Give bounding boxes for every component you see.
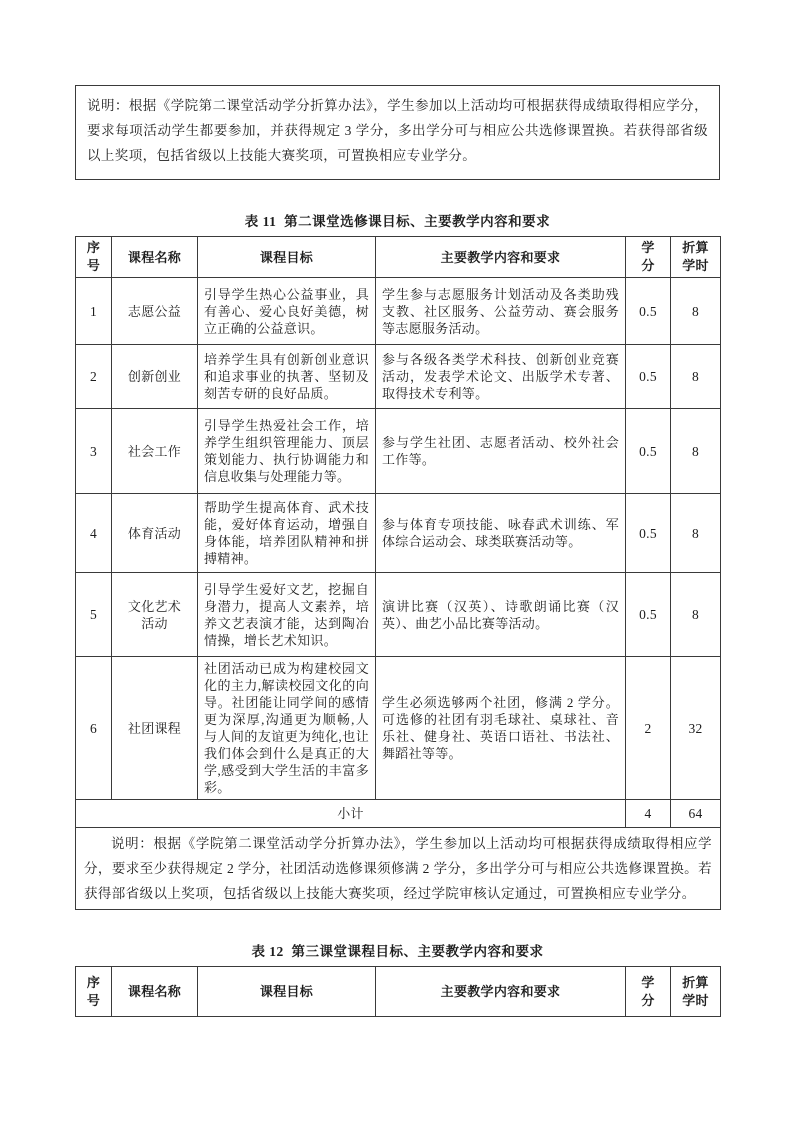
subtotal-credits: 4 [626, 800, 671, 828]
cell-objective: 帮助学生提高体育、武术技能，爱好体育运动，增强自身体能，培养团队精神和拼搏精神。 [198, 494, 376, 573]
cell-hours: 8 [671, 345, 721, 409]
cell-course-name: 体育活动 [112, 494, 198, 573]
table-row [76, 409, 721, 494]
cell-objective: 引导学生热爱社会工作，培养学生组织管理能力、顶层策划能力、执行协调能力和信息收集与处理能力等。 [198, 409, 376, 494]
header-hours-label: 折算学时 [682, 974, 709, 1008]
cell-credits: 0.5 [626, 278, 671, 345]
cell-seq: 6 [76, 657, 112, 800]
cell-content: 演讲比赛（汉英）、诗歌朗诵比赛（汉英）、曲艺小品比赛等活动。 [376, 573, 626, 657]
cell-seq: 4 [76, 494, 112, 573]
table-row [76, 573, 721, 657]
cell-seq: 3 [76, 409, 112, 494]
cell-course-name: 社会工作 [112, 409, 198, 494]
header-content: 主要教学内容和要求 [376, 967, 626, 1017]
header-seq-label: 序号 [86, 240, 101, 273]
header-seq [76, 237, 112, 278]
table-row [76, 345, 721, 409]
header-objective: 课程目标 [198, 967, 376, 1017]
cell-credits: 2 [626, 657, 671, 800]
header-hours [671, 237, 721, 278]
cell-objective: 引导学生爱好文艺，挖掘自身潜力，提高人文素养，培养文艺表演才能，达到陶冶情操，增长艺术知识。 [198, 573, 376, 657]
header-credits [626, 237, 671, 278]
subtotal-row [76, 800, 721, 828]
table-row [76, 494, 721, 573]
cell-content: 学生必须选够两个社团，修满 2 学分。可选修的社团有羽毛球社、桌球社、音乐社、健身社、英语口语社、书法社、舞蹈社等等。 [376, 657, 626, 800]
cell-content: 参与体育专项技能、咏春武术训练、军体综合运动会、球类联赛活动等。 [376, 494, 626, 573]
table11-note-text: 说明：根据《学院第二课堂活动学分折算办法》，学生参加以上活动均可根据获得成绩取得相应学分，要求至少获得规定 2 学分，社团活动选修课须修满 2 学分，多出学分可与相应公共选修课置换。若获得部省级以上奖项，包括省级以上技能大赛奖项，经过学院审核认定通过，可置换相应专业学分。 [76, 828, 721, 910]
header-hours-label: 折算学时 [682, 240, 709, 273]
cell-hours: 8 [671, 409, 721, 494]
header-course-name: 课程名称 [112, 967, 198, 1017]
header-course-name: 课程名称 [112, 237, 198, 278]
cell-credits: 0.5 [626, 573, 671, 657]
subtotal-hours: 64 [671, 800, 721, 828]
cell-course-name: 创新创业 [112, 345, 198, 409]
cell-seq: 5 [76, 573, 112, 657]
table11-note-row [76, 828, 721, 910]
cell-objective: 社团活动已成为构建校园文化的主力,解读校园文化的向导。社团能让同学间的感情更为深厚,沟通更为顺畅,人与人间的友谊更为纯化,也让我们体会到什么是真正的大学,感受到大学生活的丰富多彩。 [198, 657, 376, 800]
table-row [76, 278, 721, 345]
header-content: 主要教学内容和要求 [376, 237, 626, 278]
header-seq-label: 序号 [86, 974, 101, 1008]
cell-course-name: 社团课程 [112, 657, 198, 800]
subtotal-label: 小计 [76, 800, 626, 828]
table11-header-row [76, 237, 721, 278]
cell-course-name: 志愿公益 [112, 278, 198, 345]
top-note-text: 说明：根据《学院第二课堂活动学分折算办法》，学生参加以上活动均可根据获得成绩取得相应学分，要求每项活动学生都要参加，并获得规定 3 学分，多出学分可与相应公共选修课置换。若获得部省级以上奖项，包括省级以上技能大赛奖项，可置换相应专业学分。 [87, 98, 708, 163]
table-row [76, 657, 721, 800]
cell-objective: 引导学生热心公益事业，具有善心、爱心良好美德，树立正确的公益意识。 [198, 278, 376, 345]
top-note-box [75, 85, 720, 180]
cell-hours: 8 [671, 573, 721, 657]
cell-course-name: 文化艺术活动 [112, 573, 198, 657]
header-hours [671, 967, 721, 1017]
cell-content: 学生参与志愿服务计划活动及各类助残支教、社区服务、公益劳动、赛会服务等志愿服务活动。 [376, 278, 626, 345]
cell-objective: 培养学生具有创新创业意识和追求事业的执著、坚韧及刻苦专研的良好品质。 [198, 345, 376, 409]
cell-content: 参与学生社团、志愿者活动、校外社会工作等。 [376, 409, 626, 494]
header-seq [76, 967, 112, 1017]
table12 [75, 966, 721, 1017]
table12-header-row [76, 967, 721, 1017]
cell-credits: 0.5 [626, 494, 671, 573]
header-credits [626, 967, 671, 1017]
header-objective: 课程目标 [198, 237, 376, 278]
header-credits-label: 学分 [641, 240, 655, 273]
cell-credits: 0.5 [626, 345, 671, 409]
cell-seq: 2 [76, 345, 112, 409]
cell-credits: 0.5 [626, 409, 671, 494]
table12-title: 表 12 第三课堂课程目标、主要教学内容和要求 [251, 944, 544, 959]
cell-hours: 32 [671, 657, 721, 800]
cell-hours: 8 [671, 278, 721, 345]
table11-title: 表 11 第二课堂选修课目标、主要教学内容和要求 [244, 214, 551, 229]
cell-content: 参与各级各类学术科技、创新创业竞赛活动，发表学术论文、出版学术专著、取得技术专利等。 [376, 345, 626, 409]
table11 [75, 236, 721, 910]
cell-seq: 1 [76, 278, 112, 345]
cell-hours: 8 [671, 494, 721, 573]
header-credits-label: 学分 [641, 974, 655, 1008]
